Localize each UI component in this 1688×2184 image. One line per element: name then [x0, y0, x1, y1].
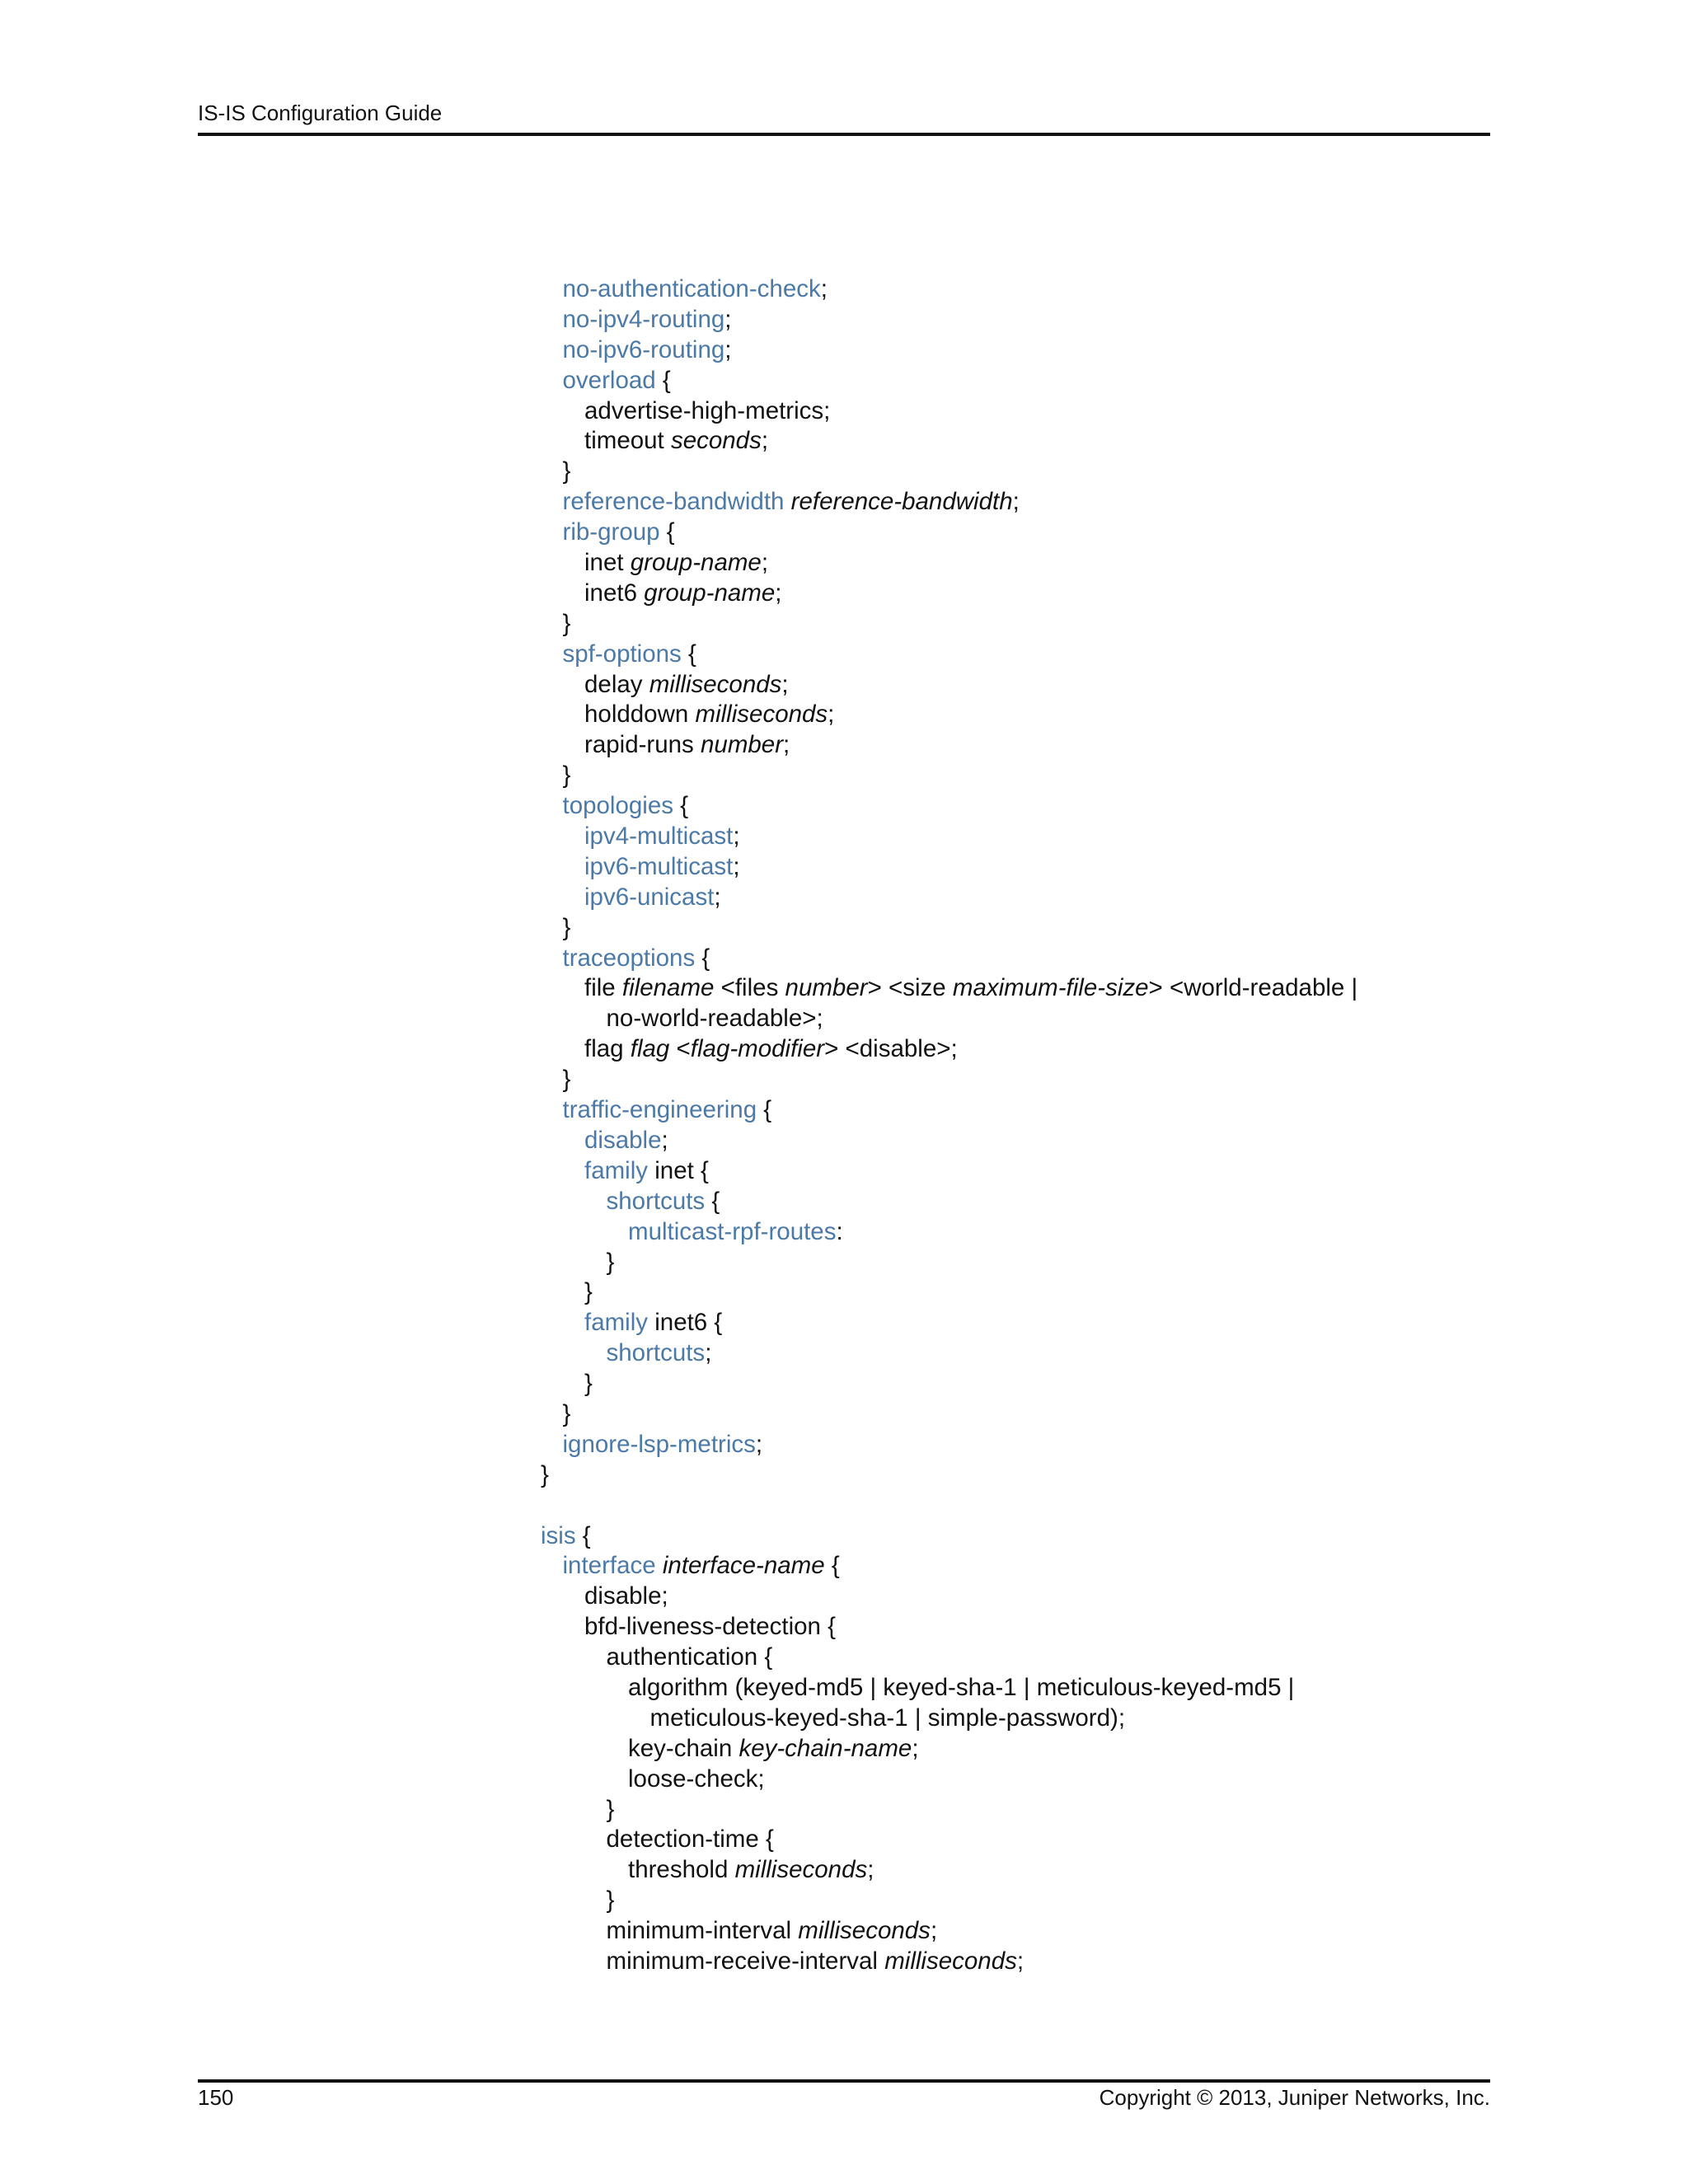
code-line: [541, 973, 1357, 1004]
config-variable: interface-name: [662, 1552, 825, 1580]
config-keyword: isis: [541, 1521, 576, 1549]
config-variable: number: [785, 974, 868, 1002]
config-text: ;: [783, 731, 790, 759]
config-text: {: [824, 1552, 840, 1580]
config-text: minimum-interval: [606, 1917, 799, 1945]
config-variable: reference-bandwidth: [790, 488, 1013, 516]
config-text: [784, 488, 790, 515]
config-keyword: disable: [584, 1126, 662, 1154]
config-text: ;: [714, 883, 721, 911]
config-text: > <disable>;: [824, 1035, 958, 1063]
code-line: [541, 305, 1357, 335]
code-line: [541, 1825, 1357, 1855]
config-text: ;: [761, 427, 769, 455]
code-line: [541, 1126, 1357, 1156]
config-keyword: rib-group: [562, 518, 660, 546]
code-line: [541, 791, 1357, 822]
code-line: [541, 335, 1357, 366]
config-keyword: shortcuts: [606, 1187, 706, 1215]
config-text: {: [681, 640, 696, 668]
config-text: rapid-runs: [584, 731, 701, 759]
config-text: timeout: [584, 427, 671, 455]
code-line: [541, 1765, 1357, 1795]
code-line: [541, 609, 1357, 640]
config-text: {: [655, 366, 671, 394]
code-line: [541, 426, 1357, 457]
config-text: ;: [1012, 488, 1020, 516]
config-keyword: ipv4-multicast: [584, 823, 734, 851]
code-line: [541, 457, 1357, 487]
code-line: [541, 761, 1357, 791]
config-keyword: overload: [562, 366, 656, 394]
code-line: [541, 1217, 1357, 1248]
config-text: inet6 {: [648, 1309, 723, 1337]
code-line: [541, 1521, 1357, 1552]
code-line: [541, 1886, 1357, 1916]
config-text: }: [562, 457, 571, 485]
config-variable: filename: [621, 974, 715, 1002]
config-keyword: spf-options: [562, 640, 682, 668]
config-text: }: [541, 1460, 549, 1488]
code-line: [541, 822, 1357, 852]
code-line: [541, 548, 1357, 579]
code-line: [541, 1308, 1357, 1338]
config-text: threshold: [628, 1856, 735, 1884]
config-code-block: [541, 274, 1357, 1977]
code-line: [541, 1460, 1357, 1491]
config-text: {: [659, 518, 675, 546]
config-text: detection-time {: [606, 1825, 774, 1854]
config-text: ;: [781, 670, 789, 698]
config-text: ;: [755, 1430, 763, 1458]
config-text: > <size: [867, 974, 953, 1002]
config-variable: seconds: [670, 427, 762, 455]
config-text: {: [705, 1187, 720, 1215]
code-line: [541, 670, 1357, 701]
code-line: [541, 1248, 1357, 1278]
config-text: }: [606, 1248, 615, 1276]
page-number: 150: [198, 2085, 234, 2110]
config-variable: flag: [630, 1035, 670, 1063]
config-text: ;: [733, 823, 740, 851]
config-keyword: family: [584, 1309, 649, 1337]
code-line: [541, 1673, 1357, 1704]
config-text: inet: [584, 549, 631, 577]
config-text: advertise-high-metrics;: [584, 396, 831, 424]
code-line: [541, 700, 1357, 730]
code-line: [541, 852, 1357, 883]
config-keyword: ipv6-unicast: [584, 883, 715, 911]
config-text: ;: [724, 305, 732, 333]
header-rule: [198, 133, 1490, 136]
config-text: ;: [828, 701, 835, 729]
config-variable: milliseconds: [798, 1917, 931, 1945]
code-line: [541, 1643, 1357, 1673]
code-line: [541, 366, 1357, 396]
code-line: [541, 1612, 1357, 1643]
config-text: }: [562, 1066, 571, 1094]
config-text: ;: [733, 852, 740, 880]
config-variable: maximum-file-size: [952, 974, 1149, 1002]
config-text: :: [836, 1217, 843, 1245]
config-keyword: traceoptions: [562, 944, 696, 972]
config-text: }: [562, 1399, 571, 1427]
config-text: }: [562, 913, 571, 941]
config-text: flag: [584, 1035, 631, 1063]
config-keyword: no-ipv4-routing: [562, 305, 725, 333]
config-text: ;: [775, 579, 782, 607]
config-keyword: ignore-lsp-metrics: [562, 1430, 756, 1458]
code-line: [541, 1734, 1357, 1765]
config-text: holddown: [584, 701, 696, 729]
config-keyword: family: [584, 1156, 649, 1184]
code-line: [541, 730, 1357, 761]
config-text: file: [584, 974, 622, 1002]
config-text: bfd-liveness-detection {: [584, 1613, 837, 1641]
config-keyword: shortcuts: [606, 1339, 706, 1367]
page-header-title: IS-IS Configuration Guide: [198, 101, 443, 125]
code-line: [541, 1551, 1357, 1582]
config-keyword: interface: [562, 1552, 656, 1580]
config-text: [656, 1552, 663, 1579]
config-keyword: no-ipv6-routing: [562, 335, 725, 363]
config-keyword: reference-bandwidth: [562, 488, 785, 516]
config-text: inet6: [584, 579, 645, 607]
config-text: no-world-readable>;: [606, 1005, 823, 1033]
config-variable: group-name: [630, 549, 762, 577]
config-text: }: [606, 1795, 615, 1823]
code-line: [541, 1338, 1357, 1369]
config-text: ;: [820, 275, 828, 302]
config-variable: group-name: [644, 579, 776, 607]
config-text: algorithm (keyed-md5 | keyed-sha-1 | meticulous-keyed-md5 |: [628, 1673, 1295, 1701]
config-variable: flag-modifier: [690, 1035, 825, 1063]
code-line: [541, 640, 1357, 670]
config-variable: number: [701, 731, 784, 759]
code-line: [541, 1582, 1357, 1612]
config-variable: milliseconds: [884, 1947, 1017, 1975]
code-line: [541, 396, 1357, 427]
code-line: [541, 944, 1357, 974]
config-keyword: ipv6-multicast: [584, 852, 734, 880]
code-line: [541, 274, 1357, 305]
config-text: inet {: [648, 1156, 709, 1184]
code-line: [541, 1004, 1357, 1034]
code-line: [541, 1156, 1357, 1187]
code-line: [541, 579, 1357, 609]
code-line: [541, 487, 1357, 518]
config-text: }: [606, 1886, 615, 1915]
code-line: [541, 1430, 1357, 1460]
config-text: ;: [912, 1734, 919, 1762]
code-line: [541, 1947, 1357, 1977]
code-line: [541, 1277, 1357, 1308]
config-text: }: [562, 762, 571, 790]
config-text: key-chain: [628, 1734, 739, 1762]
config-text: ;: [724, 335, 732, 363]
config-keyword: multicast-rpf-routes: [628, 1217, 837, 1245]
code-line: [541, 1855, 1357, 1886]
config-text: <files: [714, 974, 785, 1002]
code-line: [541, 1187, 1357, 1217]
config-text: {: [695, 944, 710, 972]
copyright-notice: Copyright © 2013, Juniper Networks, Inc.: [1099, 2085, 1490, 2110]
code-line: [541, 1065, 1357, 1095]
config-variable: milliseconds: [695, 701, 828, 729]
config-text: ;: [761, 549, 769, 577]
code-line: [541, 1095, 1357, 1126]
config-text: delay: [584, 670, 649, 698]
config-text: }: [584, 1370, 593, 1398]
code-line: [541, 1369, 1357, 1399]
config-variable: milliseconds: [649, 670, 782, 698]
config-text: }: [584, 1278, 593, 1306]
config-text: minimum-receive-interval: [606, 1947, 885, 1975]
config-text: loose-check;: [628, 1765, 765, 1793]
code-line: [541, 518, 1357, 548]
code-line: [541, 1399, 1357, 1430]
config-text: disable;: [584, 1582, 668, 1610]
config-text: {: [757, 1096, 772, 1124]
config-text: ;: [705, 1339, 712, 1367]
code-line: [541, 1795, 1357, 1825]
footer-rule: [198, 2079, 1490, 2083]
config-text: {: [575, 1521, 591, 1549]
code-line: [541, 1034, 1357, 1065]
config-text: ;: [1016, 1947, 1025, 1975]
config-text: > <world-readable |: [1148, 974, 1358, 1002]
config-text: <: [669, 1035, 691, 1063]
config-keyword: no-authentication-check: [562, 275, 821, 302]
code-line: [541, 883, 1357, 913]
config-variable: key-chain-name: [738, 1734, 912, 1762]
config-text: meticulous-keyed-sha-1 | simple-password);: [649, 1704, 1126, 1732]
config-keyword: topologies: [562, 792, 673, 820]
config-text: ;: [930, 1917, 938, 1945]
config-text: }: [562, 609, 571, 637]
config-text: {: [673, 792, 689, 820]
code-line: [541, 1491, 1357, 1521]
config-variable: milliseconds: [734, 1856, 868, 1884]
code-line: [541, 913, 1357, 944]
config-text: authentication {: [606, 1643, 773, 1671]
config-keyword: traffic-engineering: [562, 1096, 757, 1124]
config-text: ;: [867, 1856, 874, 1884]
config-text: ;: [661, 1126, 668, 1154]
code-line: [541, 1704, 1357, 1734]
code-line: [541, 1916, 1357, 1947]
